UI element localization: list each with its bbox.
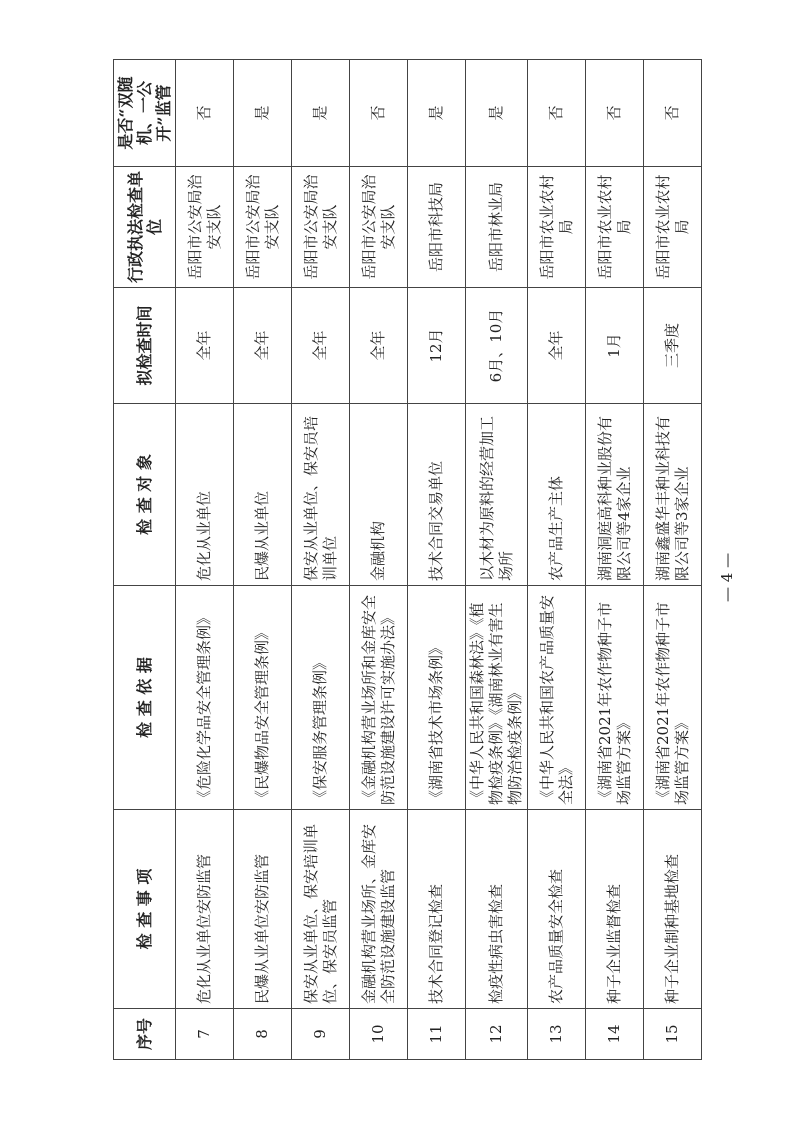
cell-unit: 岳阳市公安局治安支队 <box>292 167 350 288</box>
cell-time: 全年 <box>528 288 586 404</box>
cell-target: 湖南鑫盛华丰种业科技有限公司等3家企业 <box>644 404 702 586</box>
cell-item: 危化从业单位安防监管 <box>176 810 234 1009</box>
table-row <box>350 60 408 1060</box>
cell-no: 9 <box>292 1009 350 1060</box>
cell-unit: 岳阳市公安局治安支队 <box>350 167 408 288</box>
cell-dual: 是 <box>466 60 528 167</box>
cell-unit: 岳阳市公安局治安支队 <box>176 167 234 288</box>
header-row <box>114 60 176 1060</box>
table-row <box>466 60 528 1060</box>
cell-basis: 《湖南省2021年农作物种子市场监管方案》 <box>644 586 702 810</box>
table-row <box>234 60 292 1060</box>
cell-basis: 《湖南省2021年农作物种子市场监管方案》 <box>586 586 644 810</box>
table-row <box>644 60 702 1060</box>
cell-time: 全年 <box>350 288 408 404</box>
cell-time: 全年 <box>292 288 350 404</box>
header-time: 拟检查时间 <box>114 288 176 404</box>
cell-no: 12 <box>466 1009 528 1060</box>
cell-dual: 是 <box>234 60 292 167</box>
cell-no: 10 <box>350 1009 408 1060</box>
cell-dual: 否 <box>350 60 408 167</box>
cell-item: 检疫性病虫害检查 <box>466 810 528 1009</box>
cell-item: 农产品质量安全检查 <box>528 810 586 1009</box>
cell-time: 三季度 <box>644 288 702 404</box>
cell-no: 13 <box>528 1009 586 1060</box>
header-item: 检 查 事 项 <box>114 810 176 1009</box>
table-row <box>176 60 234 1060</box>
cell-target: 民爆从业单位 <box>234 404 292 586</box>
cell-basis: 《保安服务管理条例》 <box>292 586 350 810</box>
cell-unit: 岳阳市林业局 <box>466 167 528 288</box>
cell-unit: 岳阳市科技局 <box>408 167 466 288</box>
header-unit: 行政执法检查单位 <box>114 167 176 288</box>
cell-target: 危化从业单位 <box>176 404 234 586</box>
cell-target: 农产品生产主体 <box>528 404 586 586</box>
table-row <box>528 60 586 1060</box>
cell-basis: 《民爆物品安全管理条例》 <box>234 586 292 810</box>
header-no: 序号 <box>114 1009 176 1060</box>
header-basis: 检 查 依 据 <box>114 586 176 810</box>
cell-no: 14 <box>586 1009 644 1060</box>
page-number: — 4 — <box>718 552 736 602</box>
inspection-table <box>113 59 702 1060</box>
cell-dual: 否 <box>644 60 702 167</box>
cell-dual: 是 <box>408 60 466 167</box>
cell-no: 15 <box>644 1009 702 1060</box>
cell-target: 技术合同交易单位 <box>408 404 466 586</box>
cell-item: 保安从业单位、保安培训单位、保安员监管 <box>292 810 350 1009</box>
cell-item: 种子企业制种基地检查 <box>644 810 702 1009</box>
cell-no: 11 <box>408 1009 466 1060</box>
cell-basis: 《湖南省技术市场条例》 <box>408 586 466 810</box>
cell-time: 全年 <box>176 288 234 404</box>
cell-time: 12月 <box>408 288 466 404</box>
header-target: 检 查 对 象 <box>114 404 176 586</box>
table-row <box>292 60 350 1060</box>
cell-unit: 岳阳市公安局治安支队 <box>234 167 292 288</box>
cell-basis: 《金融机构营业场所和金库安全防范设施建设许可实施办法》 <box>350 586 408 810</box>
cell-basis: 《中华人民共和国森林法》《植物检疫条例》《湖南林业有害生物防治检疫条例》 <box>466 586 528 810</box>
cell-unit: 岳阳市农业农村局 <box>528 167 586 288</box>
cell-dual: 是 <box>292 60 350 167</box>
cell-time: 6月、10月 <box>466 288 528 404</box>
cell-no: 8 <box>234 1009 292 1060</box>
cell-basis: 《中华人民共和国农产品质量安全法》 <box>528 586 586 810</box>
cell-item: 种子企业监督检查 <box>586 810 644 1009</box>
cell-target: 湖南洞庭高科种业股份有限公司等4家企业 <box>586 404 644 586</box>
header-dual: 是否“双随机、一公开”监管 <box>114 60 176 167</box>
table-row <box>408 60 466 1060</box>
cell-item: 民爆从业单位安防监管 <box>234 810 292 1009</box>
cell-time: 1月 <box>586 288 644 404</box>
cell-unit: 岳阳市农业农村局 <box>586 167 644 288</box>
table-row <box>586 60 644 1060</box>
cell-unit: 岳阳市农业农村局 <box>644 167 702 288</box>
cell-dual: 否 <box>176 60 234 167</box>
cell-basis: 《危险化学品安全管理条例》 <box>176 586 234 810</box>
cell-time: 全年 <box>234 288 292 404</box>
cell-target: 金融机构 <box>350 404 408 586</box>
cell-no: 7 <box>176 1009 234 1060</box>
cell-target: 保安从业单位、保安员培训单位 <box>292 404 350 586</box>
cell-item: 技术合同登记检查 <box>408 810 466 1009</box>
cell-item: 金融机构营业场所、金库安全防范设施建设监管 <box>350 810 408 1009</box>
cell-target: 以木材为原料的经营加工场所 <box>466 404 528 586</box>
cell-dual: 否 <box>528 60 586 167</box>
cell-dual: 否 <box>586 60 644 167</box>
